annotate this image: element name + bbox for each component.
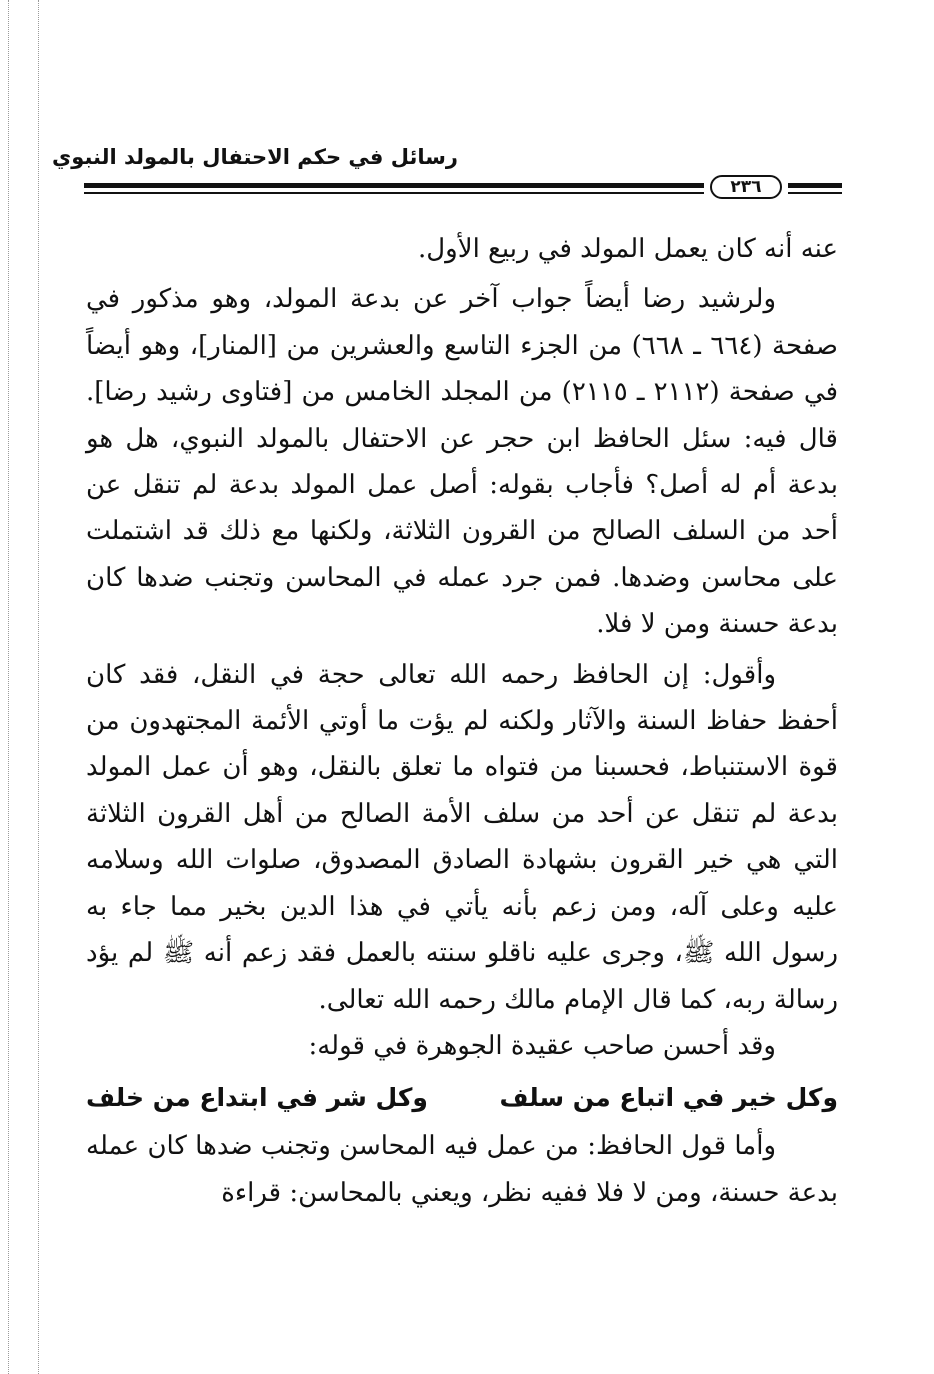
poem-verse <box>86 1073 838 1123</box>
header-rule-left <box>84 183 704 188</box>
text-body <box>86 226 838 1216</box>
scan-edge-dots <box>8 0 9 1374</box>
running-title: رسائل في حكم الاحتفال بالمولد النبوي <box>52 145 458 169</box>
header-rule-right <box>788 183 842 188</box>
header-rule <box>84 175 842 201</box>
paragraph-rashid-rida: ولرشيد رضا أيضاً جواب آخر عن بدعة المولد، وهو مذكور في صفحة (٦٦٤ ـ ٦٦٨) من الجزء التاسع والعشرين من [المنار]، وهو أيضاً في صفحة (٢١١٢ ـ ٢١١٥) من المجلد الخامس من [فتاوى رشيد رضا]. قال فيه: سئل الحافظ ابن حجر عن الاحتفال بالمولد النبوي، هل هو بدعة أم له أصل؟ فأجاب بقوله: أصل عمل المولد بدعة لم تنقل عن أحد من السلف الصالح من القرون الثلاثة، ولكنها مع ذلك قد اشتملت على محاسن وضدها. فمن جرد عمله في المحاسن وتجنب ضدها كان بدعة حسنة ومن لا فلا. <box>86 284 839 640</box>
paragraph-verse-intro: وقد أحسن صاحب عقيدة الجوهرة في قوله: <box>308 1030 776 1061</box>
verse-second-hemistich: وكل شر في ابتداع من خلف <box>86 1083 428 1113</box>
paragraph-author-comment: وأقول: إن الحافظ رحمه الله تعالى حجة في النقل، فقد كان أحفظ حفاظ السنة والآثار ولكنه لم يؤت ما أوتي الأئمة المجتهدون من قوة الاستنباط، فحسبنا من فتواه ما تعلق بالنقل، وهو أن عمل المولد بدعة لم تنقل عن أحد من سلف الأمة الصالح من أهل القرون الثلاثة التي هي خير القرون بشهادة الصادق المصدوق، صلوات الله وسلامه عليه وعلى آله، ومن زعم بأنه يأتي في هذا الدين بخير مما جاء به رسول الله ﷺ، وجرى عليه ناقلو سنته بالعمل فقد زعم أنه ﷺ لم يؤد رسالة ربه، كما قال الإمام مالك رحمه الله تعالى. <box>86 659 838 1015</box>
paragraph-continuation: عنه أنه كان يعمل المولد في ربيع الأول. <box>418 234 838 264</box>
page-number: ٢٣٦ <box>710 175 782 199</box>
scan-edge-dots <box>38 0 39 1374</box>
paragraph-closing: وأما قول الحافظ: من عمل فيه المحاسن وتجنب ضدها كان عمله بدعة حسنة، ومن لا فلا ففيه نظر، ويعني بالمحاسن: قراءة <box>86 1131 838 1208</box>
verse-first-hemistich: وكل خير في اتباع من سلف <box>499 1083 838 1113</box>
